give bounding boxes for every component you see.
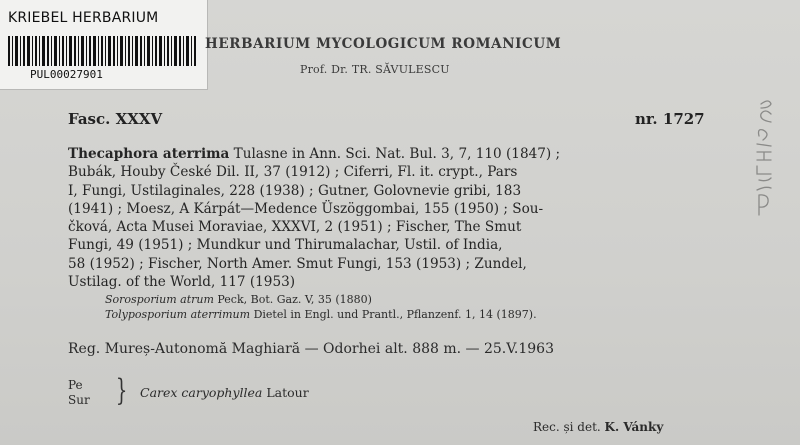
citation-line: Bubák, Houby České Dil. II, 37 (1912) ; Ciferri, Fl. it. crypt., Pars <box>68 164 518 181</box>
host-name: Carex caryophyllea <box>140 385 263 400</box>
citation-line: čková, Acta Musei Moraviae, XXXVI, 2 (1951) ; Fischer, The Smut <box>68 219 522 236</box>
brace-icon: } <box>115 373 128 408</box>
fascicle-label: Fasc. XXXV <box>68 110 163 128</box>
sur-label: Sur <box>68 393 90 407</box>
locality-line: Reg. Mureș-Autonomă Maghiară — Odorhei alt. 888 m. — 25.V.1963 <box>68 341 555 357</box>
collector-line: Rec. și det. K. Vánky <box>533 420 664 434</box>
citation-line: I, Fungi, Ustilaginales, 228 (1938) ; Gutner, Golovnevie gribi, 183 <box>68 182 522 199</box>
barcode-label <box>0 0 208 90</box>
synonym-name: Sorosporium atrum <box>105 293 214 306</box>
herbarium-subtitle: Prof. Dr. TR. SĂVULESCU <box>300 63 450 76</box>
synonym-line: Sorosporium atrum Peck, Bot. Gaz. V, 35 (1880) <box>105 293 372 306</box>
citation-line: (1941) ; Moesz, A Kárpát—Medence Üszöggombai, 155 (1950) ; Sou- <box>68 200 544 217</box>
synonym-line: Tolyposporium aterrimum Dietel in Engl. und Prantl., Pflanzenf. 1, 14 (1897). <box>105 308 537 321</box>
synonym-name: Tolyposporium aterrimum <box>105 308 251 321</box>
citation-line: Thecaphora aterrima Tulasne in Ann. Sci. Nat. Bul. 3, 7, 110 (1847) ; <box>68 146 561 162</box>
barcode-icon <box>8 36 198 66</box>
specimen-number: nr. 1727 <box>635 110 705 128</box>
host-author: Latour <box>262 385 309 400</box>
citation-block <box>68 145 708 291</box>
collector-name: K. Vánky <box>604 420 664 434</box>
host-prefix <box>68 378 90 408</box>
species-name: Thecaphora aterrima <box>68 146 230 162</box>
herbarium-title: HERBARIUM MYCOLOGICUM ROMANICUM <box>205 36 562 52</box>
host-line <box>140 385 309 400</box>
handwritten-annotation-icon <box>745 90 785 220</box>
label-code: PUL00027901 <box>30 68 103 81</box>
citation-line: 58 (1952) ; Fischer, North Amer. Smut Fungi, 153 (1953) ; Zundel, <box>68 255 527 272</box>
synonyms-block <box>105 292 725 322</box>
pe-label: Pe <box>68 378 83 392</box>
citation-line: Fungi, 49 (1951) ; Mundkur und Thirumalachar, Ustil. of India, <box>68 237 503 254</box>
label-title: KRIEBEL HERBARIUM <box>8 10 159 26</box>
citation-line: Ustilag. of the World, 117 (1953) <box>68 274 296 291</box>
